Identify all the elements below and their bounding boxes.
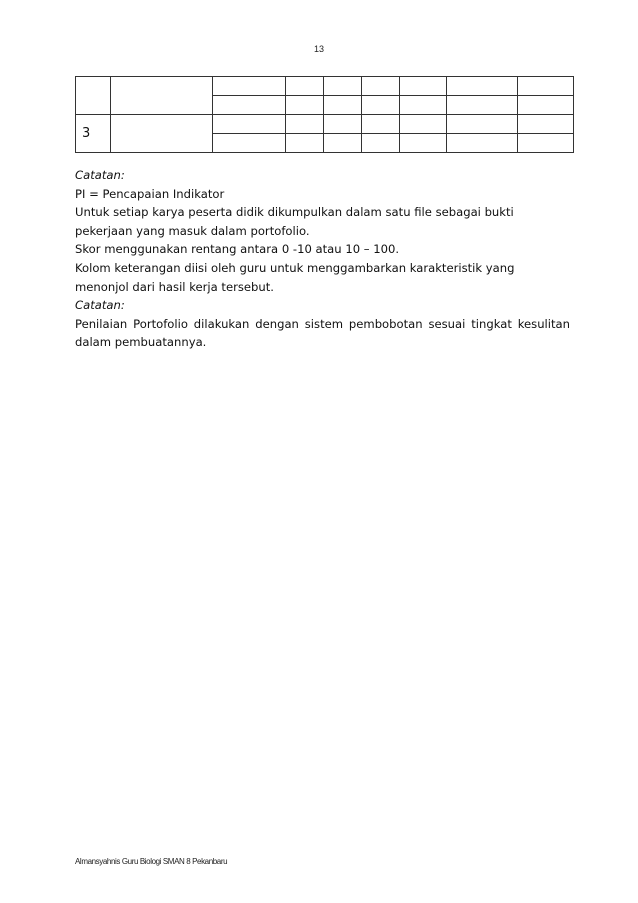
notes-line: menonjol dari hasil kerja tersebut.	[75, 279, 274, 294]
table-cell	[324, 77, 362, 96]
table-cell	[362, 115, 400, 134]
table-cell	[518, 115, 574, 134]
table-cell	[447, 77, 518, 96]
table-cell	[518, 134, 574, 153]
table-cell	[286, 77, 324, 96]
table-cell	[213, 134, 286, 153]
notes-line: pekerjaan yang masuk dalam portofolio.	[75, 223, 310, 238]
notes-line: Kolom keterangan diisi oleh guru untuk menggambarkan karakteristik yang	[75, 260, 515, 275]
table-cell	[286, 134, 324, 153]
notes-section	[75, 166, 570, 352]
table-cell	[286, 96, 324, 115]
table-cell	[518, 96, 574, 115]
table-cell	[447, 115, 518, 134]
table-cell	[286, 115, 324, 134]
notes-line: PI = Pencapaian Indikator	[75, 186, 225, 201]
notes-line: Skor menggunakan rentang antara 0 -10 atau 10 – 100.	[75, 242, 400, 257]
table-cell	[447, 134, 518, 153]
table-cell	[447, 96, 518, 115]
table-cell	[400, 77, 447, 96]
table-cell	[324, 134, 362, 153]
table-cell	[213, 96, 286, 115]
table-cell	[518, 77, 574, 96]
table-row	[76, 115, 574, 134]
table-cell	[362, 134, 400, 153]
table-cell	[324, 96, 362, 115]
notes-heading: Catatan:	[75, 298, 125, 313]
notes-heading: Catatan:	[75, 168, 125, 182]
table-cell	[324, 115, 362, 134]
table-row	[76, 77, 574, 96]
row-number-cell: 3	[76, 115, 111, 153]
table-cell	[400, 134, 447, 153]
table-cell	[111, 115, 213, 153]
table-cell	[362, 96, 400, 115]
page-number: 13	[313, 44, 324, 54]
table-cell	[213, 115, 286, 134]
page-footer: Almansyahnis Guru Biologi SMAN 8 Pekanbaru	[75, 857, 228, 866]
table-cell	[400, 96, 447, 115]
table-cell	[400, 115, 447, 134]
notes-paragraph: Penilaian Portofolio dilakukan dengan sistem pembobotan sesuai tingkat kesulitan dalam pembuatannya.	[75, 316, 570, 350]
table-cell	[76, 77, 111, 115]
table-cell	[362, 77, 400, 96]
assessment-table	[75, 76, 574, 153]
table-cell	[213, 77, 286, 96]
table-cell	[111, 77, 213, 115]
notes-line: Untuk setiap karya peserta didik dikumpulkan dalam satu file sebagai bukti	[75, 205, 514, 220]
